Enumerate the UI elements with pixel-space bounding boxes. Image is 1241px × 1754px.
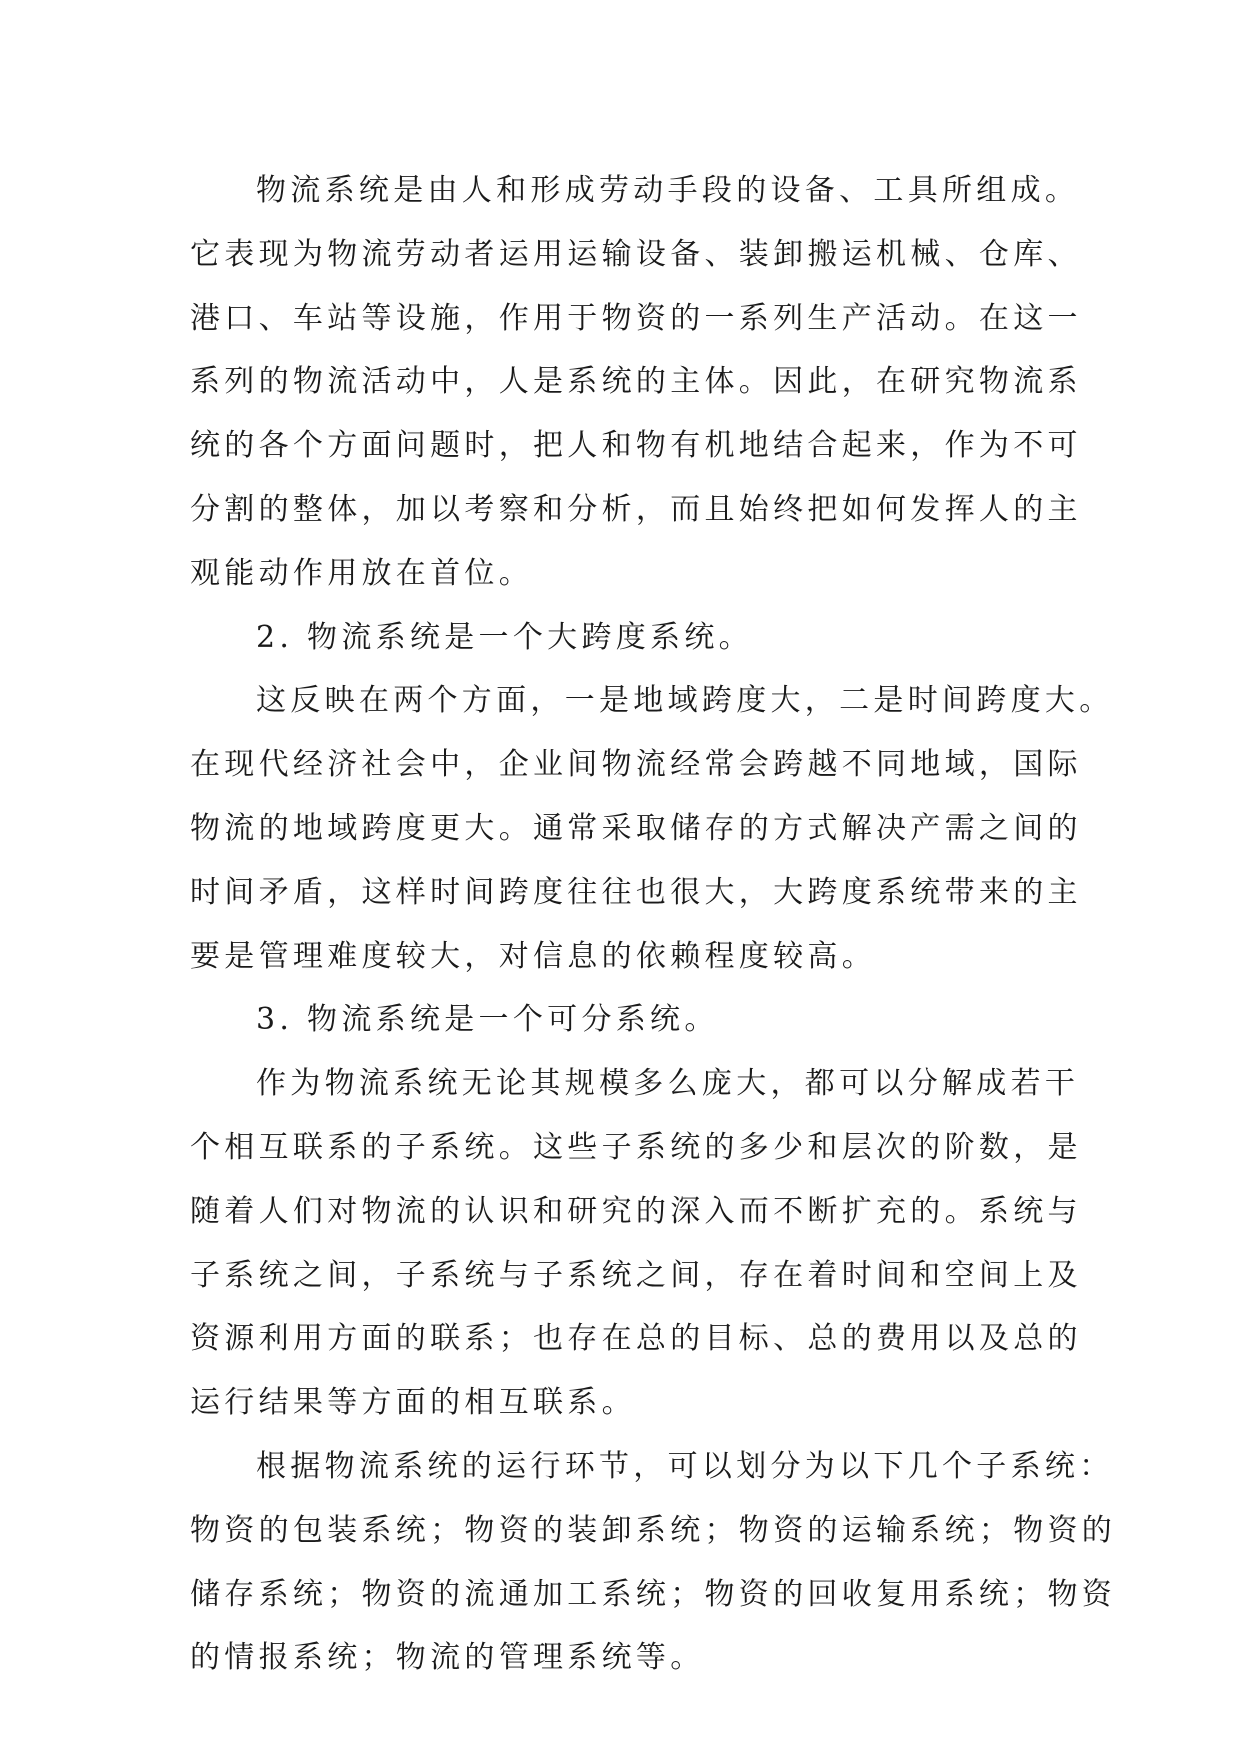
section-heading: 3. 物流系统是一个可分系统。	[256, 1002, 719, 1038]
paragraph-line: 运行结果等方面的相互联系。	[190, 1385, 636, 1421]
paragraph-line: 它表现为物流劳动者运用运输设备、装卸搬运机械、仓库、	[190, 236, 1082, 272]
paragraph-line: 根据物流系统的运行环节，可以划分为以下几个子系统：	[256, 1448, 1114, 1484]
paragraph-line: 子系统之间，子系统与子系统之间，存在着时间和空间上及	[190, 1257, 1082, 1293]
paragraph-line: 物流的地域跨度更大。通常采取储存的方式解决产需之间的	[190, 810, 1082, 846]
paragraph-line: 物流系统是由人和形成劳动手段的设备、工具所组成。	[256, 173, 1080, 208]
paragraph-line: 分割的整体，加以考察和分析，而且始终把如何发挥人的主	[190, 491, 1082, 527]
paragraph-line: 要是管理难度较大，对信息的依赖程度较高。	[190, 938, 876, 974]
paragraph-line: 资源利用方面的联系；也存在总的目标、总的费用以及总的	[190, 1321, 1082, 1357]
paragraph-line: 港口、车站等设施，作用于物资的一系列生产活动。在这一	[190, 300, 1082, 336]
paragraph-line: 个相互联系的子系统。这些子系统的多少和层次的阶数，是	[190, 1129, 1082, 1165]
paragraph-line: 统的各个方面问题时，把人和物有机地结合起来，作为不可	[190, 428, 1082, 464]
paragraph-line: 在现代经济社会中，企业间物流经常会跨越不同地域，国际	[190, 747, 1082, 783]
paragraph-line: 的情报系统；物流的管理系统等。	[190, 1640, 705, 1676]
paragraph-line: 储存系统；物资的流通加工系统；物资的回收复用系统；物资	[190, 1576, 1117, 1612]
paragraph-line: 观能动作用放在首位。	[190, 555, 533, 591]
paragraph-line: 物资的包装系统；物资的装卸系统；物资的运输系统；物资的	[190, 1512, 1117, 1548]
paragraph-line: 系列的物流活动中，人是系统的主体。因此，在研究物流系	[190, 364, 1082, 400]
paragraph-line: 这反映在两个方面，一是地域跨度大，二是时间跨度大。	[256, 683, 1114, 719]
paragraph-line: 随着人们对物流的认识和研究的深入而不断扩充的。系统与	[190, 1193, 1082, 1229]
body-text	[190, 159, 1117, 1690]
paragraph-line: 作为物流系统无论其规模多么庞大，都可以分解成若干	[256, 1066, 1080, 1102]
paragraph-line: 时间矛盾，这样时间跨度往往也很大，大跨度系统带来的主	[190, 874, 1082, 910]
section-heading: 2. 物流系统是一个大跨度系统。	[256, 619, 753, 655]
